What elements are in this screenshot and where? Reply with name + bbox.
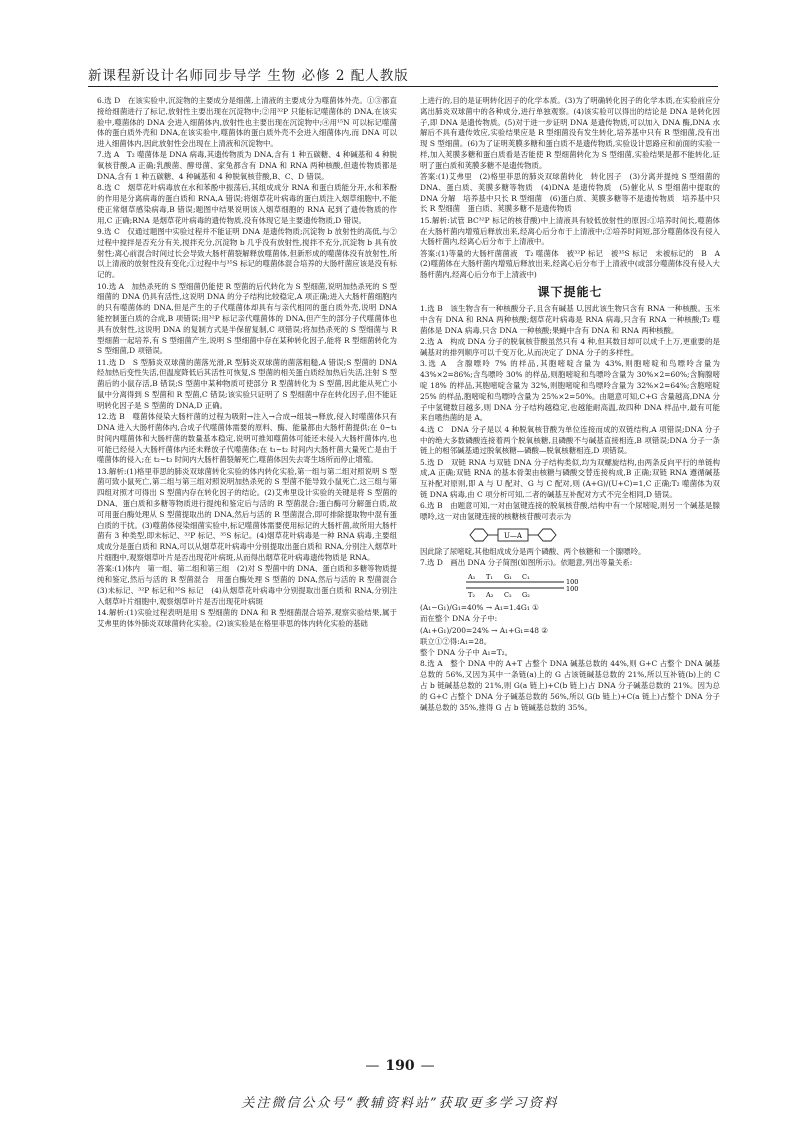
dna-strand-diagram <box>464 571 604 601</box>
strand-length-label: 100 <box>566 577 579 586</box>
section-title: 课下提能七 <box>537 285 603 300</box>
strand-length-label: 100 <box>566 584 579 593</box>
answer-paragraph: 答案:(1)艾弗里 (2)格里菲思的肺炎双球菌转化 转化因子 (3)分离并提纯 S 型细菌的 DNA、蛋白质、荚膜多糖等物质 (4)DNA 是遗传物质 (5)催化从 S 型细菌中提取的 DNA 分解 培养基中只长 R 型细菌 (6)蛋白质、荚膜多糖等不是遗传物质 培养基中只长 R 型细菌 蛋白质、荚膜多糖不是遗传物质 <box>420 172 720 214</box>
answer-paragraph: 9.选 C 仅通过题图中实验过程并不能证明 DNA 是遗传物质;沉淀物 b 放射性的高低,与②过程中搅拌是否充分有关,搅拌充分,沉淀物 b 几乎没有放射性,搅拌不充分,沉淀物 b 具有放射性;离心前混合时间过长会导致大肠杆菌裂解释放噬菌体,但新形成的噬菌体没有放射性,所以上清液的放射性没有变化;①过程中与³⁵S 标记的噬菌体混合培养的大肠杆菌应该是没有标记的。 <box>97 227 397 280</box>
answer-paragraph: 11.选 D S 型肺炎双球菌的菌落光滑,R 型肺炎双球菌的菌落粗糙,A 错误;S 型菌的 DNA 经加热后变性失活,但温度降低后其活性可恢复,S 型菌的相关蛋白质经加热后失活,注射 S 型菌后的小鼠存活,B 错误;S 型菌中某种物质可使部分 R 型菌转化为 S 型菌,因此能从死亡小鼠中分离得到 S 型菌和 R 型菌,C 错误;该实验只证明了 S 型细菌中存在转化因子,但不能证明转化因子是 S 型菌的 DNA,D 正确。 <box>97 357 397 410</box>
left-column <box>97 96 405 630</box>
answer-paragraph: 10.选 A 加热杀死的 S 型细菌仍能使 R 型菌的后代转化为 S 型细菌,说明加热杀死的 S 型细菌的 DNA 仍具有活性,这说明 DNA 的分子结构比较稳定,A 项正确;进入大肠杆菌细胞内的只有噬菌体的 DNA,但是产生的子代噬菌体却具有与亲代相同的蛋白质外壳,说明 DNA 能控制蛋白质的合成,B 项错误;用³²P 标记亲代噬菌体的 DNA,但产生的部分子代噬菌体也具有放射性,这说明 DNA 的复制方式是半保留复制,C 项错误;将加热杀死的 S 型细菌与 R 型细菌一起培养,有 S 型细菌产生,说明 S 型细菌中存在某种转化因子,能将 R 型细菌转化为 S 型细菌,D 项错误。 <box>97 281 397 356</box>
header-title: 新课程新设计名师同步导学 生物 必修 2 配人教版 <box>88 68 409 84</box>
answer-paragraph: 8.选 A 整个 DNA 中的 A+T 占整个 DNA 碱基总数的 44%,则 G+C 占整个 DNA 碱基总数的 56%,又因为其中一条链(a)上的 G 占该链碱基总数的 21%,所以互补链(b)上的 C 占 b 链碱基总数的 21%,则 G(a 链上)+C(b 链上)占 DNA 分子碱基总数的 21%。因为总的 G+C 占整个 DNA 分子碱基总数的 56%,所以 G(b 链上)+C(a 链上)占整个 DNA 分子碱基总数的 35%,推得 G 占 b 链碱基总数的 35%。 <box>420 659 720 712</box>
nucleotide-pair-structure <box>464 525 624 545</box>
answer-paragraph: 5.选 D 双链 RNA 与双链 DNA 分子结构类似,均为双螺旋结构,由两条反向平行的单链构成,A 正确;双链 RNA 的基本骨架由核糖与磷酸交替连接构成,B 正确;双链 RNA 遵循碱基互补配对原则,即 A 与 U 配对、G 与 C 配对,则 (A+G)/(U+C)=1,C 正确;T₂ 噬菌体为双链 DNA 病毒,由 C 项分析可知,二者的碱基互补配对方式不完全相同,D 错误。 <box>420 457 720 499</box>
answer-paragraph: 6.选 B 由题意可知,一对由氢键连接的脱氧核苷酸,结构中有一个尿嘧啶,则另一个碱基是腺嘌呤,这一对由氢键连接的核糖核苷酸可表示为 <box>420 501 720 522</box>
strand-label: C₁ <box>522 572 530 581</box>
base-ring-shape <box>470 529 488 541</box>
answer-paragraph: 答案:(1)等量的大肠杆菌菌液 T₂ 噬菌体 被³²P 标记 被³⁵S 标记 未被标记的 B A (2)噬菌体在大肠杆菌内增殖后释放出来,经离心后分布于上清液中(或部分噬菌体没有侵入大肠杆菌内,经离心后分布于上清液中) <box>420 248 728 280</box>
strand-label: T₁ <box>486 572 493 581</box>
answer-paragraph: 6.选 D 在该实验中,沉淀物的主要成分是细菌,上清液的主要成分为噬菌体外壳。①③都直接给细菌进行了标记,放射性主要出现在沉淀物中;②用³²P 只能标记噬菌体的 DNA,在该实验中,噬菌体的 DNA 会进入细菌体内,放射性也主要出现在沉淀物中;④用¹⁵N 可以标记噬菌体的蛋白质外壳和 DNA,在该实验中,噬菌体的蛋白质外壳不会进入细菌体内,而 DNA 可以进入细菌体内,因此放射性会出现在上清液和沉淀物中。 <box>97 96 397 149</box>
answer-paragraph: 8.选 C 烟草花叶病毒放在水和苯酚中振荡后,其组成成分 RNA 和蛋白质能分开,水和苯酚的作用是分离病毒的蛋白质和 RNA,A 错误;将烟草花叶病毒的蛋白质注入烟草细胞中,不能使正常烟草感染病毒,B 错误;题图中结果说明该入烟草细胞的 RNA 起到了遗传物质的作用,C 正确;RNA 是烟草花叶病毒的遗传物质,没有体现它是主要遗传物质,D 错误。 <box>97 183 397 225</box>
strand-label: G₁ <box>504 572 512 581</box>
page-number: — 190 — <box>365 1058 435 1074</box>
equation-line: 整个 DNA 分子中 A₁=T₂。 <box>420 648 513 658</box>
right-column <box>420 96 728 714</box>
answer-paragraph: 7.选 D 画出 DNA 分子简图(如图所示)。依题意,列出等量关系: <box>420 558 633 568</box>
answer-paragraph: 15.解析:试管 BC³²P 标记的核苷酸)中上清液具有较低放射性的原因:①培养时间长,噬菌体在大肠杆菌内增殖后释放出来,经离心后分布于上清液中;②培养时间短,部分噬菌体没有侵入大肠杆菌内,经离心后分布于上清液中。 <box>420 215 720 247</box>
answer-paragraph: 12.选 B 噬菌体侵染大肠杆菌的过程为吸附→注入→合成→组装→释放,侵入时噬菌体只有 DNA 进入大肠杆菌体内,合成子代噬菌体需要的原料、酶、能量都由大肠杆菌提供;在 0~t₁ 时间内噬菌体和大肠杆菌的数量基本稳定,说明可推知噬菌体可能还未侵入大肠杆菌体内,也可能已经侵入大肠杆菌体内还未释放子代噬菌体;在 t₁~t₂ 时间内大肠杆菌大量死亡是由于噬菌体的侵入;在 t₂~t₃ 时间内大肠杆菌裂解死亡,噬菌体因失去寄生场所而停止增殖。 <box>97 412 397 465</box>
answer-paragraph: 7.选 A T₂ 噬菌体是 DNA 病毒,其遗传物质为 DNA,含有 1 种五碳糖、4 种碱基和 4 种脱氧核苷酸,A 正确;乳酸菌、酵母菌、家兔都含有 DNA 和 RNA 两种核酸,但遗传物质都是 DNA,含有 1 种五碳糖、4 种碱基和 4 种脱氧核苷酸,B、C、D 错误。 <box>97 150 397 182</box>
answer-paragraph: 14.解析:(1)实验过程表明是用 S 型细菌的 DNA 和 R 型细菌混合培养,观察实验结果,属于艾弗里的体外肺炎双球菌转化实验。(2)该实验是在格里菲思的体内转化实验的基础 <box>97 607 397 628</box>
answer-paragraph: 3.选 A 含腺嘌呤 7% 的样品,其胞嘧啶含量为 43%,则胞嘧啶和鸟嘌呤含量为 43%×2=86%;含鸟嘌呤 30% 的样品,则胞嘧啶和鸟嘌呤含量为 30%×2=60%;含胸腺嘧啶 18% 的样品,其胞嘧啶含量为 32%,则胞嘧啶和鸟嘌呤含量为 32%×2=64%;含胞嘧啶 25% 的样品,胞嘧啶和鸟嘌呤含量为 25%×2=50%。由题意可知,C+G 含量越高,DNA 分子中氢键数目越多,则 DNA 分子结构越稳定,也越能耐高温,故四种 DNA 样品中,最有可能来自嗜热菌的是 A。 <box>420 359 720 423</box>
answer-paragraph: 4.选 C DNA 分子是以 4 种脱氧核苷酸为单位连接而成的双链结构,A 项错误;DNA 分子中的绝大多数磷酸连接着两个脱氧核糖,且磷酸不与碱基直接相连,B 项错误;DNA 分子一条链上的相邻碱基通过脱氧核糖—磷酸—脱氧核糖相连,D 项错误。 <box>420 424 720 456</box>
answer-paragraph: 答案:(1)体内 第一组、第二组和第三组 (2)对 S 型菌中的 DNA、蛋白质和多糖等物质提纯和鉴定,然后与活的 R 型菌混合 用蛋白酶处理 S 型菌的 DNA,然后与活的 R 型菌混合 (3)未标记、³²P 标记和³⁵S 标记 (4)从烟草花叶病毒中分别提取出蛋白质和 RNA,分别注入烟草叶片细胞中,观察烟草叶片是否出现花叶病斑 <box>97 564 405 606</box>
answer-paragraph: 因此除了尿嘧啶,其他组成成分是两个磷酸、两个核糖和一个腺嘌呤。 <box>420 546 646 556</box>
equation-line: 联立①②得:A₁=28。 <box>420 636 492 646</box>
page-header <box>88 64 718 84</box>
strand-label: T₂ <box>468 590 475 599</box>
answer-paragraph: 上进行的,目的是证明转化因子的化学本质。(3)为了明确转化因子的化学本质,在实验前应分离出肺炎双球菌中的各种成分,进行单独观察。(4)该实验可以得出的结论是 DNA 是转化因子,即 DNA 是遗传物质。(5)对于进一步证明 DNA 是遗传物质,可以加入 DNA 酶,DNA 水解后不具有遗传效应,实验结果应是 R 型细菌没有发生转化,培养基中只有 R 型细菌,没有出现 S 型细菌。(6)为了证明荚膜多糖和蛋白质不是遗传物质,实验设计思路应和前面的实验一样,加入荚膜多糖和蛋白质看是否能使 R 型细菌转化为 S 型细菌,实验结果是都不能转化,证明了蛋白质和荚膜多糖不是遗传物质。 <box>420 96 720 170</box>
answer-paragraph: 13.解析:(1)格里菲思的肺炎双球菌转化实验的体内转化实验,第一组与第二组对照说明 S 型菌可致小鼠死亡,第二组与第三组对照说明加热杀死的 S 型菌不能导致小鼠死亡,这三组与第四组对照才可得出 S 型菌内存在转化因子的结论。(2)艾弗里设计实验的关键是将 S 型菌的 DNA、蛋白质和多糖等物质进行提纯和鉴定后与活的 R 型菌混合;蛋白酶可分解蛋白质,故可用蛋白酶处理从 S 型菌提取出的 DNA,然后与活的 R 型菌混合,即可排除提取物中混有蛋白质的干扰。(3)噬菌体侵染细菌实验中,标记噬菌体需要使用标记的大肠杆菌,故所用大肠杆菌有 3 种类型,即未标记、³²P 标记、³⁵S 标记。(4)烟草花叶病毒是一种 RNA 病毒,主要组成成分是蛋白质和 RNA,可以从烟草花叶病毒中分别提取出蛋白质和 RNA,分别注入烟草叶片细胞中,观察烟草叶片是否出现花叶病斑,从而得出烟草花叶病毒遗传物质是 RNA。 <box>97 466 397 562</box>
base-pair-label: U—A <box>504 531 522 540</box>
footer-promo-text: 关注微信公众号“教辅资料站”获取更多学习资料 <box>241 1096 559 1111</box>
strand-label: C₂ <box>504 590 512 599</box>
answer-paragraph: 2.选 A 构成 DNA 分子的脱氧核苷酸虽然只有 4 种,但其数目却可以成千上万,更重要的是碱基对的排列顺序可以千变万化,从而决定了 DNA 分子的多样性。 <box>420 337 720 358</box>
strand-label: A₁ <box>468 572 476 581</box>
base-ring-shape <box>538 529 556 541</box>
page-number-value: 190 <box>385 1058 415 1074</box>
strand-label: G₂ <box>522 590 530 599</box>
strand-label: A₂ <box>486 590 494 599</box>
equation-line: (A₁+G₁)/200=24% → A₁+G₁=48 ② <box>420 625 548 635</box>
equation-line: (A₁−G₁)/G₁=40% → A₁=1.4G₁ ① <box>420 602 539 612</box>
answer-paragraph: 1.选 B 该生物含有一种核酸分子,且含有碱基 U,因此该生物只含有 RNA 一种核酸。玉米中含有 DNA 和 RNA 两种核酸;烟草花叶病毒是 RNA 病毒,只含有 RNA 一种核酸;T₂ 噬菌体是 DNA 病毒,只含 DNA 一种核酸;果蝇中含有 DNA 和 RNA 两种核酸。 <box>420 304 720 336</box>
equation-line: 而在整个 DNA 分子中: <box>420 614 498 624</box>
header-divider <box>88 86 718 87</box>
